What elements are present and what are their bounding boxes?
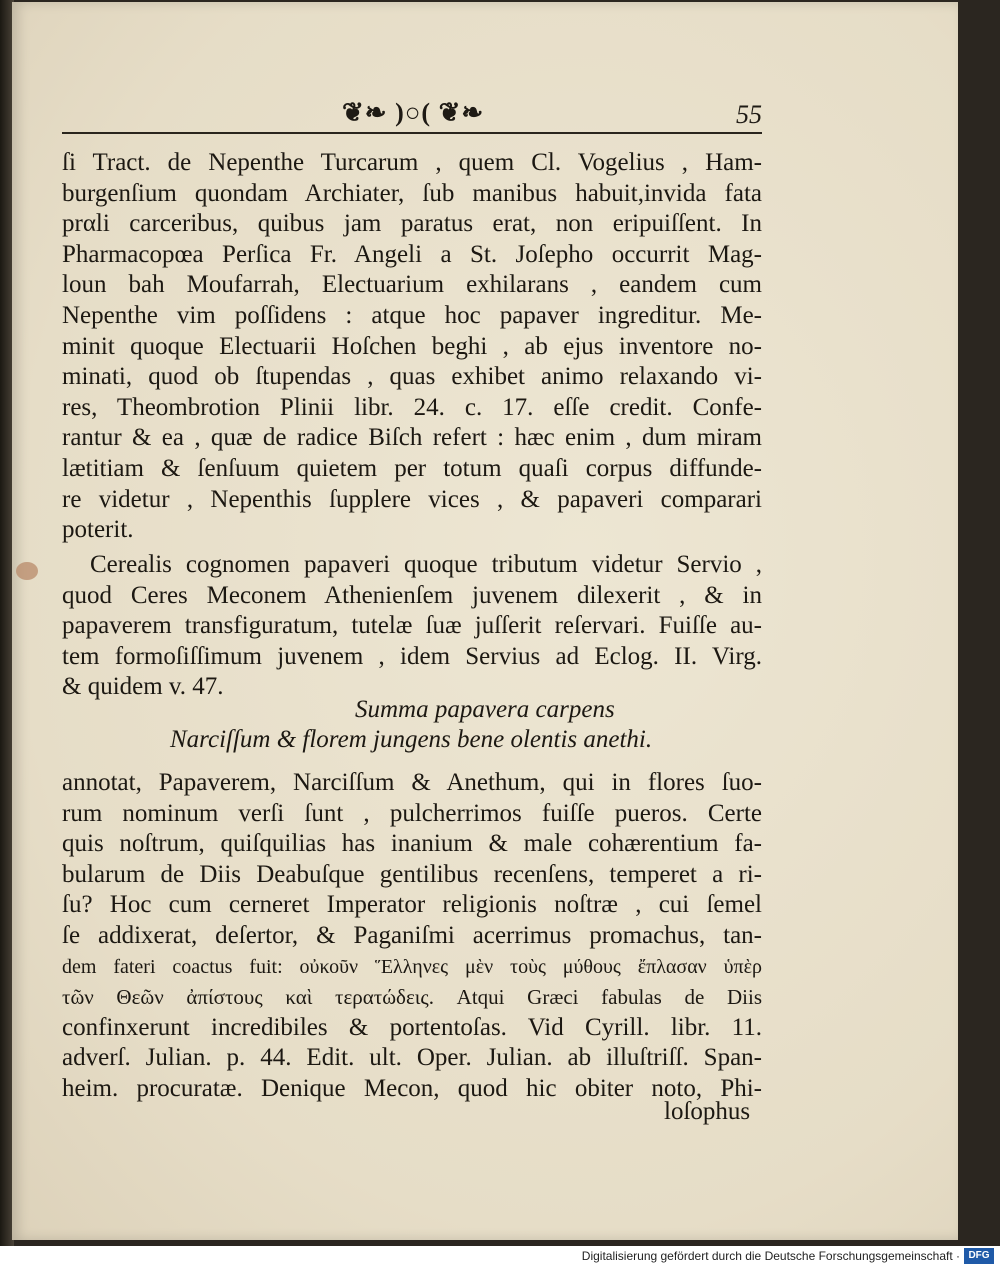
text-line: ſi Tract. de Nepenthe Turcarum , quem Cl. Vogelius , Ham- — [62, 149, 762, 176]
text-line: Nepenthe vim poſſidens : atque hoc papaver ingreditur. Me- — [62, 301, 762, 329]
text-line: & quidem v. 47. — [62, 673, 224, 701]
text-line: heim. procuratæ. Denique Mecon, quod hic obiter noto, Phi- — [62, 1074, 762, 1102]
text-line: quod Ceres Meconem Athenienſem juvenem dilexerit , & in — [62, 581, 762, 609]
text-line: bularum de Diis Deabuſque gentilibus recenſens, temperet a ri- — [62, 860, 762, 888]
catchword: loſophus — [664, 1098, 751, 1125]
text-line: adverſ. Julian. p. 44. Edit. ult. Oper. Julian. ab illuſtriſſ. Span- — [62, 1044, 762, 1072]
text-line: dem fateri coactus fuit: οὐκοῦν Ἕλληνες μὲν τοὺς μύθους ἔπλασαν ὑπὲρ — [62, 955, 762, 978]
text-line: res, Theombrotion Plinii libr. 24. c. 17. eſſe credit. Confe- — [62, 393, 762, 421]
header-rule — [62, 132, 762, 134]
paragraph-3 — [62, 768, 762, 1105]
text-line: rum nominum verſi ſunt , pulcherrimos fuiſſe pueros. Certe — [62, 799, 762, 827]
text-line: Cerealis cognomen papaveri quoque tributum videtur Servio , — [90, 551, 762, 578]
running-header — [62, 98, 762, 138]
text-line: ſe addixerat, deſertor, & Paganiſmi acerrimus promachus, tan- — [62, 921, 762, 949]
text-line: confinxerunt incredibiles & portentoſas. Vid Cyrill. libr. 11. — [62, 1013, 762, 1041]
paragraph-1 — [62, 148, 762, 546]
text-line: minati, quod ob ſtupendas , quas exhibet animo relaxando vi- — [62, 363, 762, 391]
header-ornament: ❦❧ )○( ❦❧ — [342, 98, 485, 127]
text-line: rantur & ea , quæ de radice Biſch refert : hæc enim , dum miram — [62, 424, 762, 452]
text-line: tem formoſiſſimum juvenem , idem Servius ad Eclog. II. Virg. — [62, 642, 762, 670]
text-line: minit quoque Electuarii Hoſchen beghi , ab ejus inventore no- — [62, 332, 762, 360]
text-line: Pharmacopœa Perſica Fr. Angeli a St. Joſepho occurrit Mag- — [62, 240, 762, 268]
paragraph-2 — [62, 550, 762, 703]
footer-credit: Digitalisierung gefördert durch die Deutsche Forschungsgemeinschaft · — [581, 1249, 960, 1263]
page-number: 55 — [736, 100, 762, 129]
text-line: annotat, Papaverem, Narciſſum & Anethum, qui in flores ſuo- — [62, 769, 762, 796]
verse-line-1: Summa papavera carpens — [355, 696, 615, 723]
text-line: loun bah Moufarrah, Electuarium exhilarans , eandem cum — [62, 271, 762, 299]
text-line: lætitiam & ſenſuum quietem per totum quaſi corpus diffunde- — [62, 454, 762, 482]
text-line: quis noſtrum, quiſquilias has inanium & male cohærentium fa- — [62, 830, 762, 858]
dfg-logo: DFG — [964, 1248, 994, 1264]
text-line: burgenſium quondam Archiater, ſub manibus habuit,invida fata — [62, 179, 762, 207]
text-line: re videtur , Nepenthis ſupplere vices , & papaveri comparari — [62, 485, 762, 513]
verse-line-2: Narciſſum & florem jungens bene olentis anethi. — [170, 726, 653, 753]
text-line: prαli carceribus, quibus jam paratus erat, non eripuiſſent. In — [62, 210, 762, 238]
text-line: poterit. — [62, 516, 134, 544]
text-line: τῶν Θεῶν ἀπίστους καὶ τερατώδεις. Atqui Græci fabulas de Diis — [62, 985, 762, 1010]
text-line: papaverem transfiguratum, tutelæ ſuæ juſſerit reſervari. Fuiſſe au- — [62, 612, 762, 640]
text-line: ſu? Hoc cum cerneret Imperator religionis noſtræ , cui ſemel — [62, 891, 762, 919]
page-stain — [16, 562, 38, 580]
